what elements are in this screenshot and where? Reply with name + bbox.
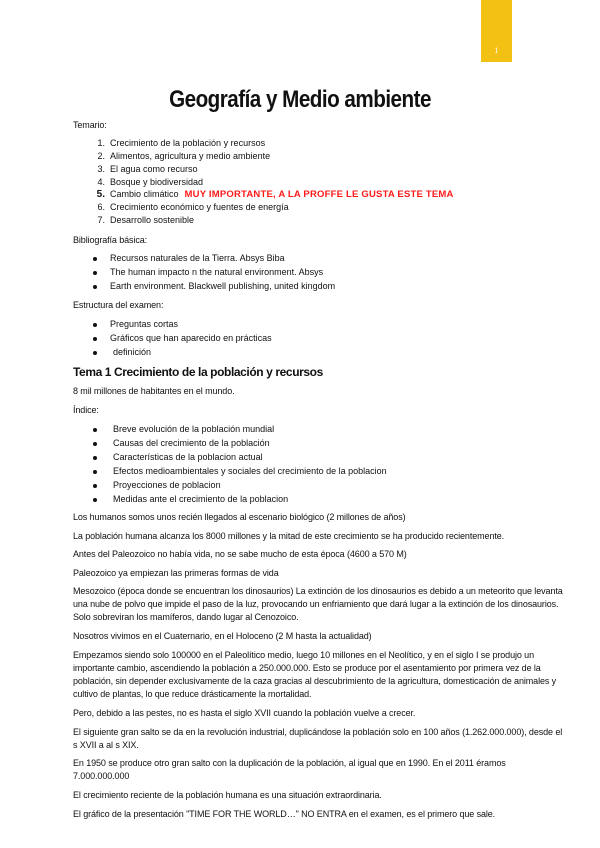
paragraph-5: Mesozoico (época donde se encuentran los dinosaurios) La extinción de los dinosaurios es debido a un meteorito que levanta una nube de polvo que impide el paso de la luz, provocando un enfriamiento que dará lugar a la extinción de los dinosaurios. Solo sobreviran los mamíferos, dando lugar al Cenozoico. bbox=[73, 586, 563, 622]
page-number: 1 bbox=[494, 46, 499, 55]
temario-item-5 bbox=[110, 189, 454, 200]
temario-item-5-text: Cambio climático bbox=[110, 189, 179, 199]
bibliografia-label: Bibliografía básica: bbox=[73, 235, 148, 245]
page-number-tab bbox=[481, 0, 512, 62]
indice-item-5: Proyecciones de poblacion bbox=[113, 480, 221, 490]
indice-item-1: Breve evolución de la población mundial bbox=[113, 424, 275, 434]
temario-label: Temario: bbox=[73, 120, 107, 130]
paragraph-10: En 1950 se produce otro gran salto con la duplicación de la población, al igual que en 1990. En el 2011 éramos 7.000.000.000 bbox=[73, 758, 506, 781]
temario-num-1: 1. bbox=[97, 138, 105, 148]
bibliografia-item-2: The human impacto n the natural environment. Absys bbox=[110, 267, 324, 277]
bullet-icon bbox=[92, 427, 98, 433]
bibliografia-item-3: Earth environment. Blackwell publishing, united kingdom bbox=[110, 281, 336, 291]
bullet-icon bbox=[92, 455, 98, 461]
bullet-icon bbox=[92, 270, 98, 276]
document-title: Geografía y Medio ambiente bbox=[169, 86, 431, 113]
paragraph-12: El gráfico de la presentación "TIME FOR THE WORLD…" NO ENTRA en el examen, es el primero que sale. bbox=[73, 809, 496, 819]
bullet-icon bbox=[92, 497, 98, 503]
bullet-icon bbox=[92, 284, 98, 290]
paragraph-9: El siguiente gran salto se da en la revolución industrial, duplicándose la población solo en 100 años (1.262.000.000), desde el s XVII a al s XIX. bbox=[73, 727, 563, 750]
bibliografia-item-1: Recursos naturales de la Tierra. Absys Biba bbox=[110, 253, 285, 263]
indice-item-3: Características de la poblacion actual bbox=[113, 452, 263, 462]
bullet-icon bbox=[92, 256, 98, 262]
temario-item-7: Desarrollo sostenible bbox=[110, 215, 195, 225]
temario-item-4: Bosque y biodiversidad bbox=[110, 177, 204, 187]
paragraph-11: El crecimiento reciente de la población humana es una situación extraordinaria. bbox=[73, 790, 382, 800]
temario-item-1: Crecimiento de la población y recursos bbox=[110, 138, 266, 148]
bullet-icon bbox=[92, 483, 98, 489]
estructura-label: Estructura del examen: bbox=[73, 300, 164, 310]
paragraph-6: Nosotros vivimos en el Cuaternario, en el Holoceno (2 M hasta la actualidad) bbox=[73, 631, 372, 641]
paragraph-7: Empezamos siendo solo 100000 en el Paleolítico medio, luego 10 millones en el Neolítico, y en el siglo I se produjo un importante cambio, ascendiendo la población a 250.000.000. Esto se produce por el asentamiento por primera vez de la población, sin depender exclusivamente de la caza gracias al descubrimiento de la agricultura, domesticación de animales y cultivo de plantas, lo que reduce drásticamente la mortalidad. bbox=[73, 650, 557, 699]
indice-label: Índice: bbox=[73, 405, 99, 415]
temario-num-3: 3. bbox=[97, 164, 105, 174]
paragraph-2: La población humana alcanza los 8000 millones y la mitad de este crecimiento se ha producido recientemente. bbox=[73, 531, 505, 541]
bullet-icon bbox=[92, 469, 98, 475]
estructura-item-1: Preguntas cortas bbox=[110, 319, 179, 329]
indice-item-4: Efectos medioambientales y sociales del crecimiento de la poblacion bbox=[113, 466, 387, 476]
bullet-icon bbox=[92, 336, 98, 342]
estructura-item-3: definición bbox=[113, 347, 152, 357]
tema1-intro: 8 mil millones de habitantes en el mundo. bbox=[73, 386, 235, 396]
bullet-icon bbox=[92, 441, 98, 447]
bullet-icon bbox=[92, 322, 98, 328]
temario-item-6: Crecimiento económico y fuentes de energía bbox=[110, 202, 289, 212]
indice-item-2: Causas del crecimiento de la población bbox=[113, 438, 270, 448]
temario-item-2: Alimentos, agricultura y medio ambiente bbox=[110, 151, 271, 161]
temario-item-3: El agua como recurso bbox=[110, 164, 198, 174]
estructura-item-2: Gráficos que han aparecido en prácticas bbox=[110, 333, 272, 343]
temario-num-5: 5. bbox=[96, 189, 105, 200]
temario-num-2: 2. bbox=[97, 151, 105, 161]
paragraph-3: Antes del Paleozoico no había vida, no se sabe mucho de esta época (4600 a 570 M) bbox=[73, 549, 407, 559]
important-note: MUY IMPORTANTE, A LA PROFFE LE GUSTA ESTE TEMA bbox=[184, 189, 454, 200]
indice-item-6: Medidas ante el crecimiento de la poblacion bbox=[113, 494, 289, 504]
tema1-heading: Tema 1 Crecimiento de la población y recursos bbox=[73, 365, 323, 379]
temario-num-7: 7. bbox=[97, 215, 105, 225]
temario-num-4: 4. bbox=[97, 177, 105, 187]
bullet-icon bbox=[92, 350, 98, 356]
paragraph-4: Paleozoico ya empiezan las primeras formas de vida bbox=[73, 568, 279, 578]
paragraph-1: Los humanos somos unos recién llegados al escenario biológico (2 millones de años) bbox=[73, 512, 406, 522]
paragraph-8: Pero, debido a las pestes, no es hasta el siglo XVII cuando la población vuelve a crecer. bbox=[73, 708, 416, 718]
temario-num-6: 6. bbox=[97, 202, 105, 212]
